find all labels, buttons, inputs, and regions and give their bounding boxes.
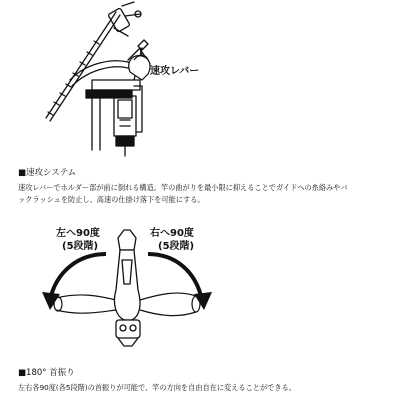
section1-text-line2: ックラッシュを防止し、高速の仕掛け落下を可能にする。 xyxy=(18,195,205,204)
left-angle-label: 左へ90度 xyxy=(56,228,100,239)
left-swivel-arrow xyxy=(42,254,106,310)
reel-illustration xyxy=(108,2,141,36)
rod-illustration xyxy=(46,12,120,121)
right-angle-label: 右へ90度 xyxy=(150,228,194,239)
quick-release-diagram xyxy=(30,0,230,160)
section2-title: ■180° 首振り xyxy=(18,368,75,378)
right-swivel-arrow xyxy=(148,254,212,310)
hand-illustration xyxy=(129,56,150,81)
callout-label: 速攻レバー xyxy=(150,66,200,77)
holder-front-view xyxy=(114,230,140,346)
section1-text-line1: 速攻レバーでホルダー部が前に倒れる構造。竿の曲がりを最小限に抑えることでガイドへの糸絡みやバ xyxy=(18,183,348,192)
right-angle-sublabel: (5段階) xyxy=(158,241,195,252)
section2-text-line1: 左右各90度(各5段階)の首振りが可能で、竿の方向を自由自在に変えることができる。 xyxy=(18,383,296,392)
swivel-diagram xyxy=(20,220,220,360)
section1-title: ■速攻システム xyxy=(18,168,77,178)
left-angle-sublabel: (5段階) xyxy=(62,241,99,252)
base-mount xyxy=(86,80,142,156)
